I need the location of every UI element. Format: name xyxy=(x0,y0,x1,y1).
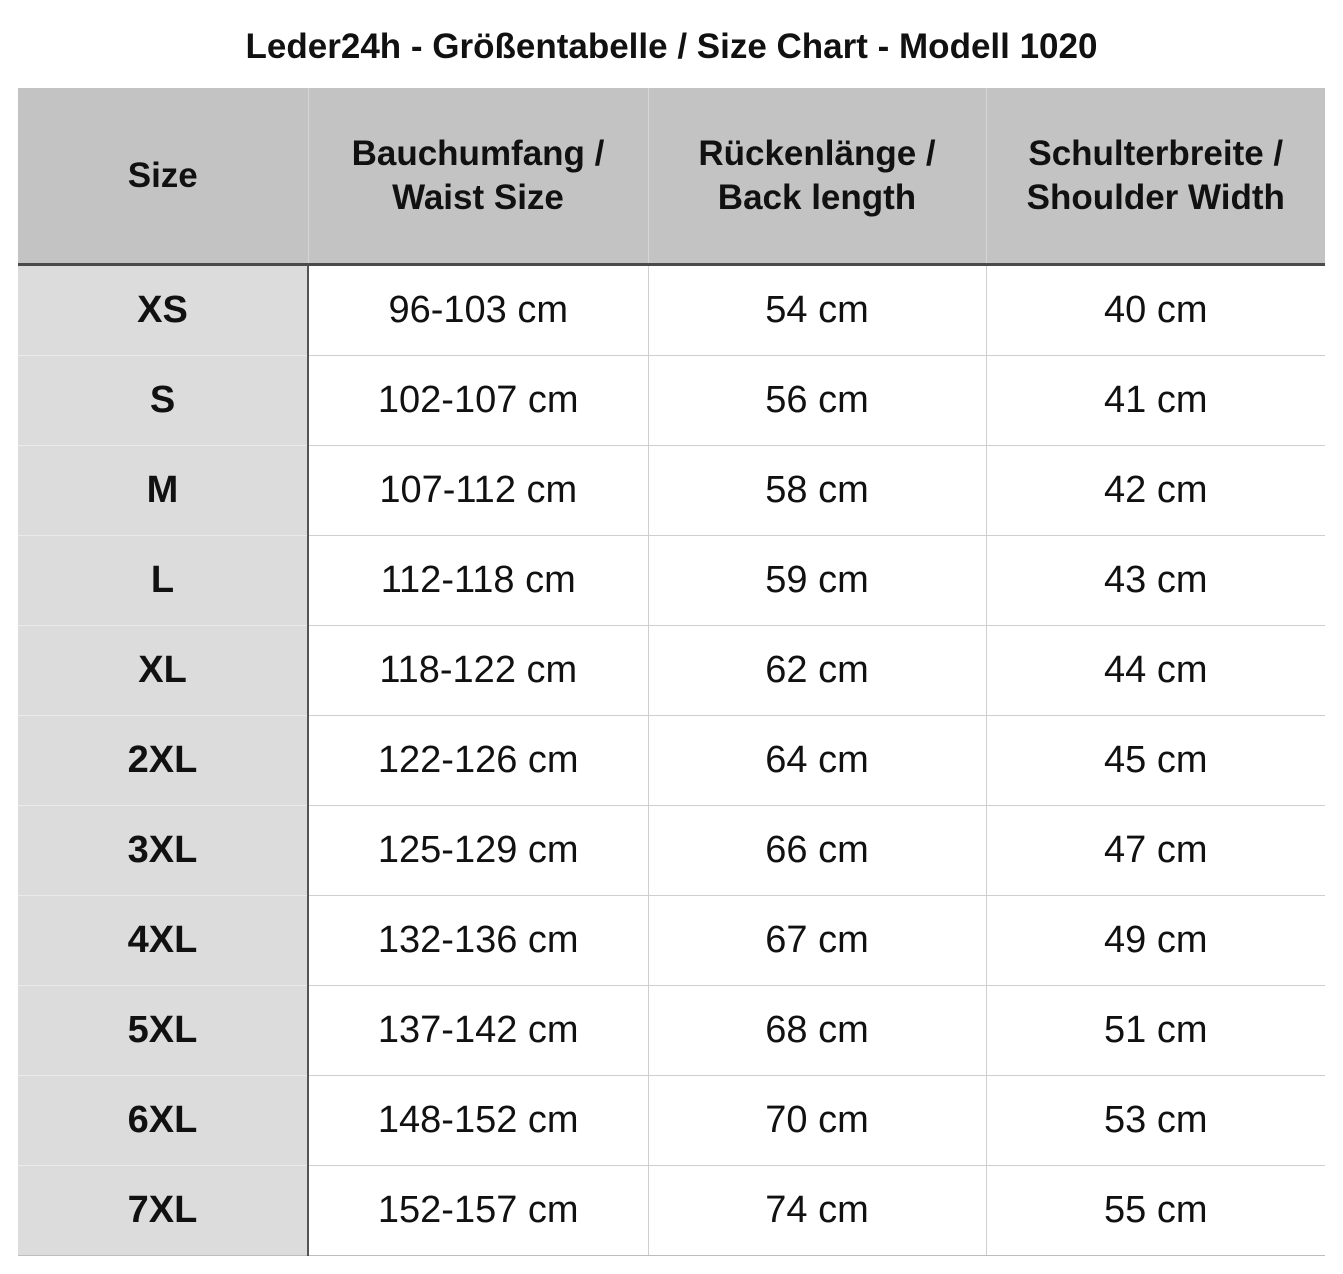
waist-cell: 102-107 cm xyxy=(308,356,648,446)
waist-cell: 107-112 cm xyxy=(308,446,648,536)
shoulder-width-cell: 43 cm xyxy=(986,536,1325,626)
size-cell: M xyxy=(18,446,308,536)
size-cell: 2XL xyxy=(18,716,308,806)
header-waist-line1: Bauchumfang / xyxy=(351,133,605,173)
size-cell: 6XL xyxy=(18,1076,308,1166)
waist-cell: 96-103 cm xyxy=(308,265,648,356)
table-row xyxy=(18,986,1325,1076)
size-cell: S xyxy=(18,356,308,446)
table-row xyxy=(18,626,1325,716)
size-cell: 3XL xyxy=(18,806,308,896)
back-length-cell: 56 cm xyxy=(648,356,986,446)
back-length-cell: 74 cm xyxy=(648,1166,986,1256)
table-row xyxy=(18,265,1325,356)
back-length-cell: 70 cm xyxy=(648,1076,986,1166)
shoulder-width-cell: 49 cm xyxy=(986,896,1325,986)
size-cell: L xyxy=(18,536,308,626)
shoulder-width-cell: 47 cm xyxy=(986,806,1325,896)
table-row xyxy=(18,1076,1325,1166)
header-shoulder-line1: Schulterbreite / xyxy=(1028,133,1284,173)
header-waist xyxy=(308,88,648,265)
shoulder-width-cell: 53 cm xyxy=(986,1076,1325,1166)
back-length-cell: 59 cm xyxy=(648,536,986,626)
size-cell: 5XL xyxy=(18,986,308,1076)
page-title: Leder24h - Größentabelle / Size Chart - Modell 1020 xyxy=(245,27,1098,66)
table-header xyxy=(18,88,1325,265)
back-length-cell: 67 cm xyxy=(648,896,986,986)
header-waist-line2: Waist Size xyxy=(392,177,564,217)
size-cell: 4XL xyxy=(18,896,308,986)
shoulder-width-cell: 51 cm xyxy=(986,986,1325,1076)
table-row xyxy=(18,356,1325,446)
header-row xyxy=(18,88,1325,265)
back-length-cell: 64 cm xyxy=(648,716,986,806)
size-cell: XS xyxy=(18,265,308,356)
shoulder-width-cell: 55 cm xyxy=(986,1166,1325,1256)
table-row xyxy=(18,1166,1325,1256)
shoulder-width-cell: 44 cm xyxy=(986,626,1325,716)
back-length-cell: 66 cm xyxy=(648,806,986,896)
size-cell: 7XL xyxy=(18,1166,308,1256)
back-length-cell: 62 cm xyxy=(648,626,986,716)
table-row xyxy=(18,806,1325,896)
table-row xyxy=(18,896,1325,986)
table-row xyxy=(18,536,1325,626)
back-length-cell: 68 cm xyxy=(648,986,986,1076)
header-back-length xyxy=(648,88,986,265)
header-shoulder-line2: Shoulder Width xyxy=(1026,177,1285,217)
back-length-cell: 58 cm xyxy=(648,446,986,536)
table-row xyxy=(18,446,1325,536)
header-back-line2: Back length xyxy=(717,177,917,217)
header-size-label: Size xyxy=(127,155,198,195)
table-body xyxy=(18,265,1325,1256)
back-length-cell: 54 cm xyxy=(648,265,986,356)
shoulder-width-cell: 40 cm xyxy=(986,265,1325,356)
waist-cell: 152-157 cm xyxy=(308,1166,648,1256)
waist-cell: 112-118 cm xyxy=(308,536,648,626)
waist-cell: 125-129 cm xyxy=(308,806,648,896)
waist-cell: 118-122 cm xyxy=(308,626,648,716)
waist-cell: 148-152 cm xyxy=(308,1076,648,1166)
size-chart-table xyxy=(18,88,1325,1256)
shoulder-width-cell: 41 cm xyxy=(986,356,1325,446)
size-cell: XL xyxy=(18,626,308,716)
waist-cell: 122-126 cm xyxy=(308,716,648,806)
waist-cell: 137-142 cm xyxy=(308,986,648,1076)
shoulder-width-cell: 42 cm xyxy=(986,446,1325,536)
waist-cell: 132-136 cm xyxy=(308,896,648,986)
header-shoulder-width xyxy=(986,88,1325,265)
shoulder-width-cell: 45 cm xyxy=(986,716,1325,806)
header-back-line1: Rückenlänge / xyxy=(698,133,936,173)
header-size xyxy=(18,88,308,265)
table-row xyxy=(18,716,1325,806)
